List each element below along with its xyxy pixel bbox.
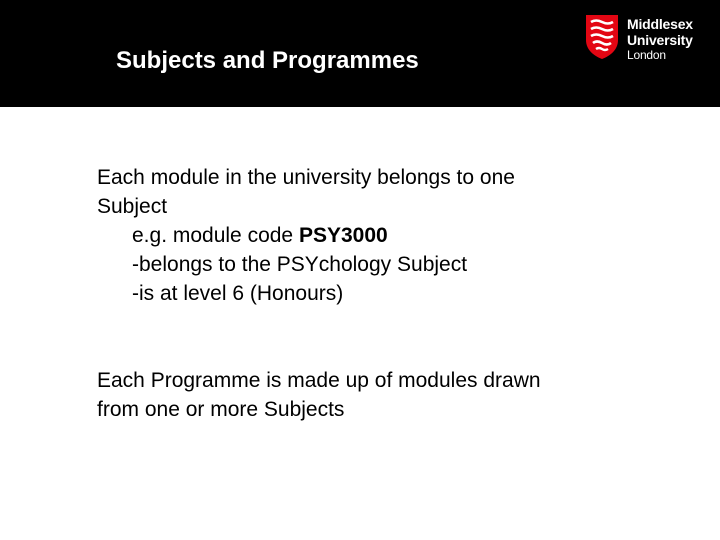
module-paragraph-line: Each module in the university belongs to one [97, 166, 515, 189]
module-paragraph-line: Subject [97, 195, 168, 218]
university-logo [585, 14, 695, 69]
logo-line-middlesex: Middlesex [627, 16, 693, 32]
example-line [97, 221, 657, 250]
logo-line-london: London [627, 48, 666, 62]
logo-line-university: University [627, 32, 693, 48]
subject-detail-line: -belongs to the PSYchology Subject [132, 253, 468, 276]
example-prefix: e.g. module code [132, 224, 299, 247]
university-shield-icon [585, 14, 619, 60]
paragraph-spacer [97, 308, 657, 366]
programme-paragraph-line: from one or more Subjects [97, 398, 345, 421]
programme-paragraph-line: Each Programme is made up of modules drawn [97, 369, 541, 392]
module-code: PSY3000 [298, 224, 388, 247]
slide-title: Subjects and Programmes [116, 47, 419, 74]
level-detail-line: -is at level 6 (Honours) [132, 282, 344, 305]
slide-body [97, 163, 657, 424]
header-bar [0, 0, 720, 107]
logo-wordmark [627, 16, 693, 63]
